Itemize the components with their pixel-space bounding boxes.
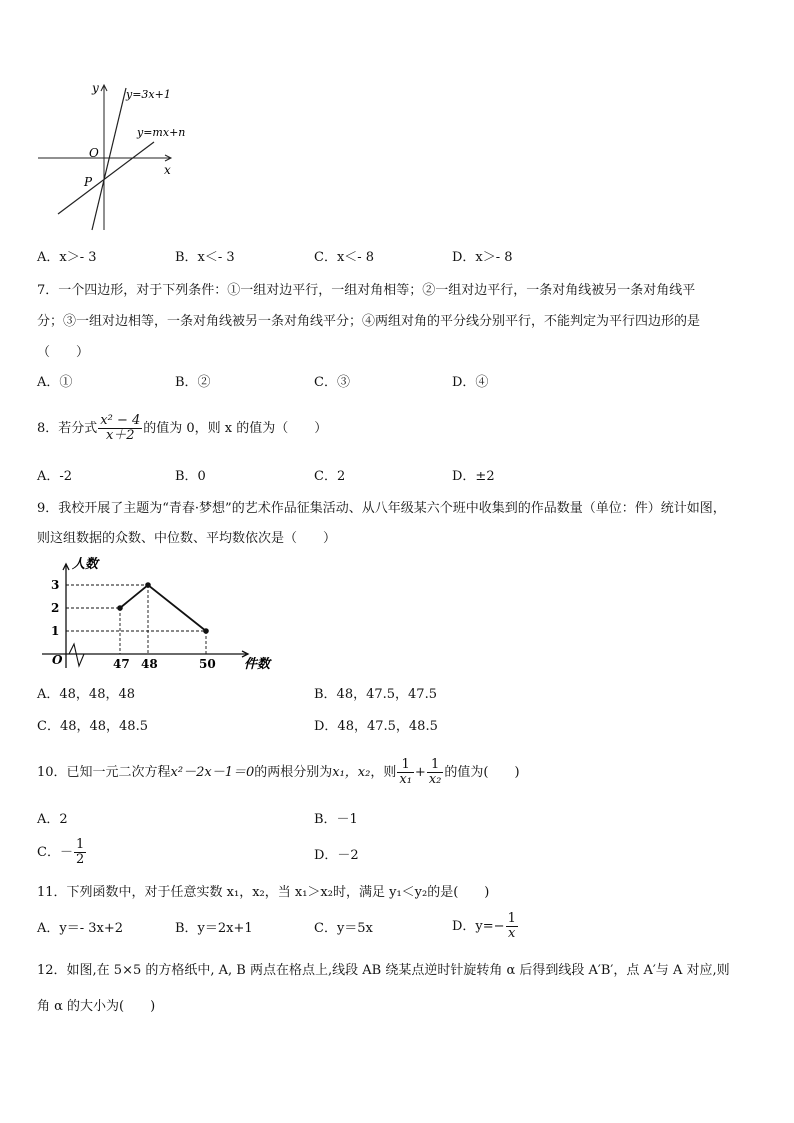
q8-option-a: A．-2 bbox=[37, 469, 73, 484]
q11-option-d-prefix: D．y=− bbox=[452, 919, 505, 934]
q7-option-a: A．① bbox=[37, 375, 73, 390]
q11-option-a: A．y＝- 3x+2 bbox=[37, 921, 124, 936]
y-tick-label: 2 bbox=[51, 601, 60, 615]
line1-label: y=3x+1 bbox=[126, 88, 171, 101]
q10-option-b: B．－1 bbox=[314, 812, 358, 827]
q8-suffix: 的值为 0，则 x 的值为（ ） bbox=[143, 421, 328, 436]
linear-functions-graph bbox=[36, 80, 191, 235]
q6-option-d: D．x＞- 8 bbox=[452, 250, 513, 265]
q10-roots: x₁，x₂ bbox=[332, 765, 371, 780]
axis-break bbox=[69, 644, 84, 666]
q10-mid: 的两根分别为 bbox=[254, 765, 333, 780]
x-tick-label: 50 bbox=[199, 657, 216, 671]
q12-text-line2: 角 α 的大小为( ) bbox=[37, 999, 156, 1014]
line2-label: y=mx+n bbox=[137, 126, 186, 139]
x-tick-label: 48 bbox=[141, 657, 158, 671]
data-point bbox=[117, 605, 123, 611]
q6-option-a: A．x＞- 3 bbox=[37, 250, 97, 265]
q11-text: 11．下列函数中，对于任意实数 x₁，x₂，当 x₁＞x₂时，满足 y₁＜y₂的是( ) bbox=[37, 885, 490, 900]
q9-option-a: A．48，48，48 bbox=[37, 687, 136, 702]
q8-fraction-numerator: x² − 4 bbox=[100, 413, 141, 428]
series-line bbox=[120, 585, 206, 631]
q7-option-c: C．③ bbox=[314, 375, 350, 390]
y-tick-label: 1 bbox=[51, 624, 60, 638]
q12-text-line1: 12．如图,在 5×5 的方格纸中, A, B 两点在格点上,线段 AB 绕某点逆时针旋转角 α 后得到线段 A′B′，点 A′与 A 对应,则 bbox=[37, 963, 730, 978]
q7-text-line3: （ ） bbox=[37, 345, 90, 360]
q9-text-line1: 9．我校开展了主题为“青春·梦想”的艺术作品征集活动、从八年级某六个班中收集到的作品数量（单位：件）统计如图， bbox=[37, 501, 726, 516]
q8-option-c: C．2 bbox=[314, 469, 346, 484]
q9-option-b: B．48，47.5，47.5 bbox=[314, 687, 437, 702]
q10-then: ，则 bbox=[370, 765, 397, 780]
q10-prefix: 10．已知一元二次方程 bbox=[37, 765, 171, 780]
q10-option-a: A．2 bbox=[37, 812, 68, 827]
y-axis-label: 人数 bbox=[72, 557, 99, 572]
q11-option-b: B．y＝2x+1 bbox=[175, 921, 253, 936]
q9-option-d: D．48，47.5，48.5 bbox=[314, 719, 438, 734]
q10-suffix: 的值为( ) bbox=[444, 765, 520, 780]
q7-option-d: D．④ bbox=[452, 375, 489, 390]
q11-option-d bbox=[452, 910, 519, 944]
q7-text-line1: 7．一个四边形，对于下列条件：①一组对边平行，一组对角相等；②一组对边平行，一条对角线被另一条对角线平 bbox=[37, 283, 696, 298]
q10-fraction-1: $\frac{1}{\text{x₁}}$ bbox=[399, 757, 412, 787]
q7-option-b: B．② bbox=[175, 375, 211, 390]
q7-text-line2: 分；③一组对边相等，一条对角线被另一条对角线平分；④两组对角的平分线分别平行，不能判定为平行四边形的是 bbox=[37, 314, 701, 329]
q8-prefix: 8．若分式 bbox=[37, 421, 98, 436]
q9-option-c: C．48，48，48.5 bbox=[37, 719, 148, 734]
q8-option-d: D．±2 bbox=[452, 469, 495, 484]
y-axis-label: y bbox=[92, 81, 99, 95]
x-axis-label: x bbox=[164, 163, 171, 177]
y-tick-label: 3 bbox=[51, 578, 60, 592]
q10-equation: x²－2x－1＝0 bbox=[170, 765, 255, 780]
point-p-label: P bbox=[84, 175, 93, 189]
q10-option-c bbox=[37, 836, 87, 870]
q8-fraction-denominator: x＋2 bbox=[105, 428, 135, 443]
x-tick-label: 47 bbox=[113, 657, 130, 671]
x-axis-label: 件数 bbox=[244, 657, 271, 672]
q10-option-c-prefix: C．－ bbox=[37, 845, 73, 860]
q6-option-c: C．x＜- 8 bbox=[314, 250, 375, 265]
q8-question bbox=[37, 412, 327, 446]
q9-line-chart bbox=[36, 556, 276, 676]
q8-option-b: B．0 bbox=[175, 469, 206, 484]
q10-option-d: D．－2 bbox=[314, 848, 359, 863]
q10-option-c-fraction: $\frac{1}{2}$ bbox=[75, 837, 85, 867]
origin-label: O bbox=[89, 146, 99, 160]
data-point bbox=[203, 628, 209, 634]
q11-option-d-fraction: $\frac{1}{x}$ bbox=[507, 911, 516, 941]
origin-label: O bbox=[52, 653, 63, 667]
q11-option-c: C．y＝5x bbox=[314, 921, 373, 936]
q9-text-line2: 则这组数据的众数、中位数、平均数依次是（ ） bbox=[37, 531, 337, 546]
q10-question: 10．已知一元二次方程x²－2x－1＝0的两根分别为x₁，x₂，则 $\frac{1}{\text{x₁}}$ + $\frac{1}{\text{x₂}}$ 的值为( ) bbox=[37, 757, 520, 787]
data-point bbox=[145, 582, 151, 588]
q10-fraction-2: $\frac{1}{\text{x₂}}$ bbox=[428, 757, 442, 787]
q8-fraction bbox=[98, 414, 142, 443]
q6-option-b: B．x＜- 3 bbox=[175, 250, 235, 265]
